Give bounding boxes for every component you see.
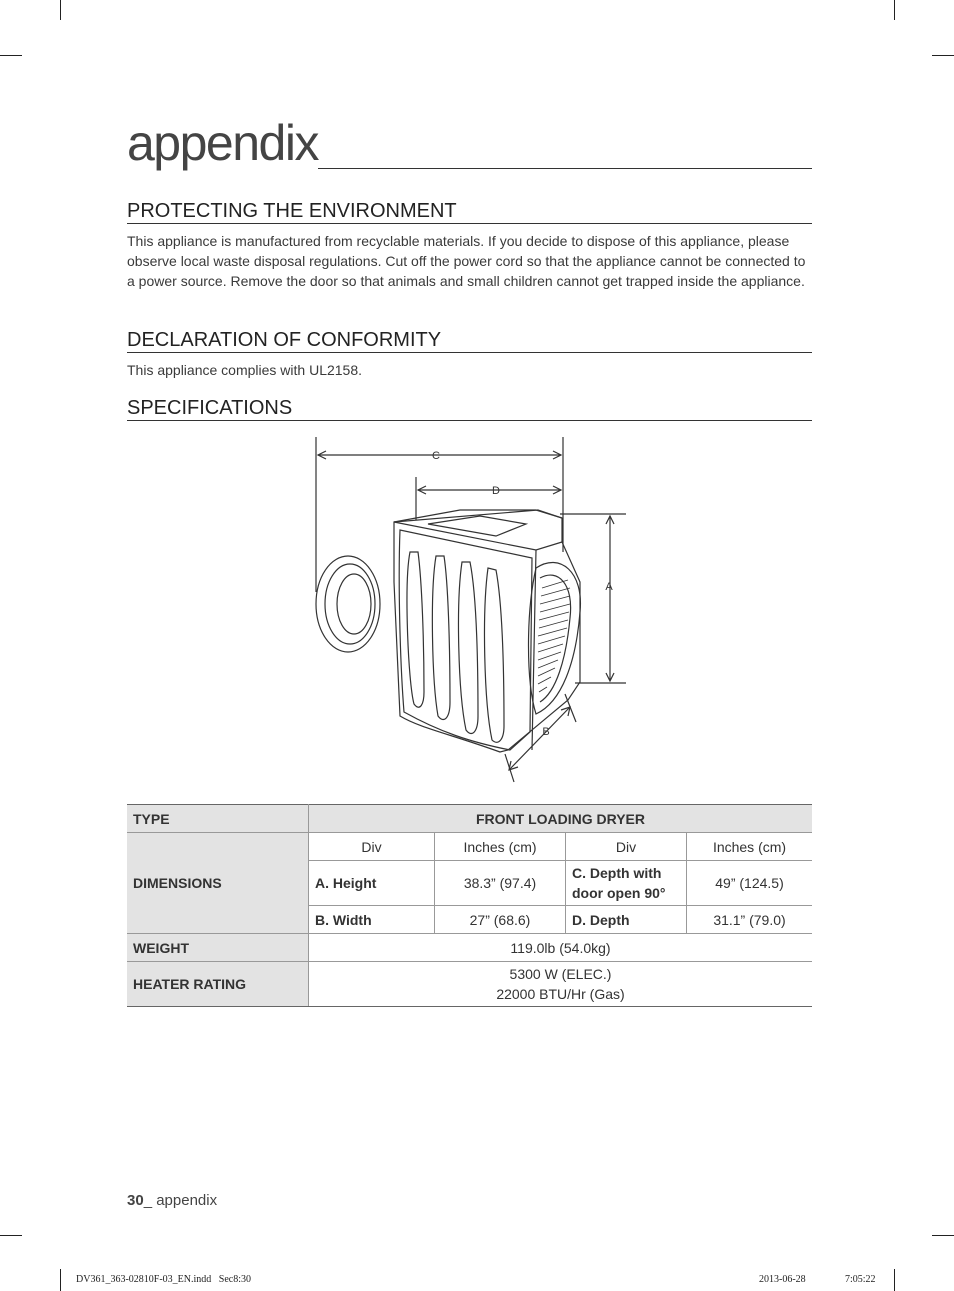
page-number: 30 xyxy=(127,1192,144,1209)
depth-open-value: 49” (124.5) xyxy=(687,861,813,906)
table-row xyxy=(127,805,812,833)
page-title: appendix xyxy=(127,115,318,171)
table-row xyxy=(127,833,812,861)
specifications-table xyxy=(127,804,812,1007)
heater-value xyxy=(309,962,813,1007)
conformity-heading: DECLARATION OF CONFORMITY xyxy=(127,329,812,353)
depth-value: 31.1” (79.0) xyxy=(687,906,813,934)
crop-mark xyxy=(894,1269,895,1291)
crop-mark xyxy=(60,0,61,20)
crop-mark xyxy=(894,0,895,20)
depth-open-label: C. Depth with door open 90° xyxy=(566,861,687,906)
slug-date: 2013-06-28 xyxy=(759,1274,806,1285)
dimension-label-c: C xyxy=(432,450,440,462)
file-slug: DV361_363-02810F-03_EN.indd Sec8:30 xyxy=(76,1274,251,1285)
col-inches-1: Inches (cm) xyxy=(435,833,566,861)
depth-label: D. Depth xyxy=(566,906,687,934)
dimension-label-b: B xyxy=(542,726,550,738)
crop-mark xyxy=(0,1235,22,1236)
crop-mark xyxy=(932,1235,954,1236)
col-div-2: Div xyxy=(566,833,687,861)
width-label: B. Width xyxy=(309,906,435,934)
weight-value: 119.0lb (54.0kg) xyxy=(309,934,813,962)
width-value: 27” (68.6) xyxy=(435,906,566,934)
page-footer xyxy=(127,1192,217,1209)
specifications-heading: SPECIFICATIONS xyxy=(127,397,812,421)
dimension-label-a: A xyxy=(605,581,613,593)
col-inches-2: Inches (cm) xyxy=(687,833,813,861)
type-value: FRONT LOADING DRYER xyxy=(309,805,813,833)
heater-value-elec: 5300 W (ELEC.) xyxy=(509,966,612,982)
heater-label: HEATER RATING xyxy=(127,962,309,1007)
conformity-body: This appliance complies with UL2158. xyxy=(127,362,363,378)
title-rule xyxy=(318,168,812,169)
table-row xyxy=(127,962,812,1007)
type-label: TYPE xyxy=(127,805,309,833)
height-value: 38.3” (97.4) xyxy=(435,861,566,906)
table-row xyxy=(127,934,812,962)
crop-mark xyxy=(932,55,954,56)
crop-mark xyxy=(0,55,22,56)
col-div-1: Div xyxy=(309,833,435,861)
environment-body: This appliance is manufactured from recyclable materials. If you decide to dispose of this appliance, please observe local waste disposal regulations. Cut off the power cord so that the appliance cannot be connected to a power source. Remove the door so that animals and small children cannot get trapped inside the appliance. xyxy=(127,233,806,289)
environment-heading: PROTECTING THE ENVIRONMENT xyxy=(127,200,812,224)
crop-mark xyxy=(60,1269,61,1291)
height-label: A. Height xyxy=(309,861,435,906)
weight-label: WEIGHT xyxy=(127,934,309,962)
slug-time: 7:05:22 xyxy=(845,1274,876,1285)
dryer-dimension-diagram xyxy=(300,432,640,792)
dimensions-label: DIMENSIONS xyxy=(127,833,309,934)
dimension-label-d: D xyxy=(492,485,500,497)
page-footer-label: _ appendix xyxy=(143,1192,218,1209)
heater-value-gas: 22000 BTU/Hr (Gas) xyxy=(496,986,625,1002)
